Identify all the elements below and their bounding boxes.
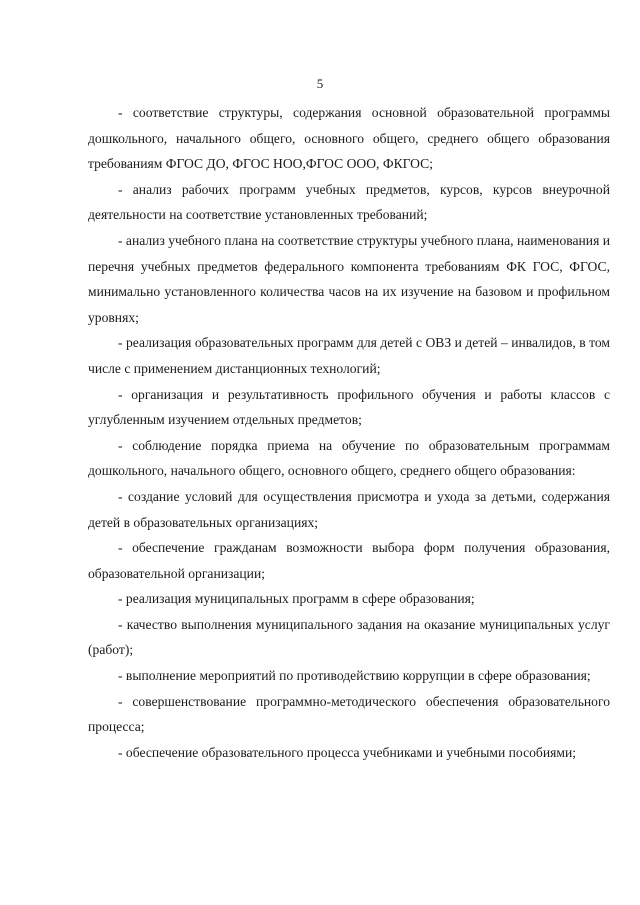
list-item: - реализация образовательных программ для детей с ОВЗ и детей – инвалидов, в том числе с применением дистанционных технологий; [88,335,610,376]
list-item: - совершенствование программно-методического обеспечения образовательного процесса; [88,693,610,735]
list-item: - обеспечение гражданам возможности выбора форм получения образования, образовательной организации; [88,540,610,581]
list-item: - реализация муниципальных программ в сфере образования; [118,591,475,607]
list-item: - соответствие структуры, содержания основной образовательной программы дошкольного, начального общего, основного общего, среднего общего образования требованиям ФГОС ДО, ФГОС НОО,ФГОС ООО, ФКГОС; [88,105,610,172]
list-item: - анализ учебного плана на соответствие структуры учебного плана, наименования и перечня учебных предметов федерального компонента требованиям ФК ГОС, ФГОС, минимально установленного количества часов на их изучение на базовом и профильном уровнях; [88,232,610,325]
page-number: 5 [316,76,324,91]
list-item: - соблюдение порядка приема на обучение по образовательным программам дошкольного, начального общего, основного общего, среднего общего образования: [88,437,610,479]
list-item: - анализ рабочих программ учебных предметов, курсов, курсов внеурочной деятельности на соответствие установленных требований; [88,181,610,223]
document-body [88,100,610,765]
list-item: - выполнение мероприятий по противодействию коррупции в сфере образования; [118,668,591,684]
list-item: - обеспечение образовательного процесса учебниками и учебными пособиями; [118,744,576,760]
list-item: - качество выполнения муниципального задания на оказание муниципальных услуг (работ); [88,616,610,658]
list-item: - организация и результативность профильного обучения и работы классов с углубленным изучением отдельных предметов; [88,386,610,428]
list-item: - создание условий для осуществления присмотра и ухода за детьми, содержания детей в образовательных организациях; [88,488,610,530]
